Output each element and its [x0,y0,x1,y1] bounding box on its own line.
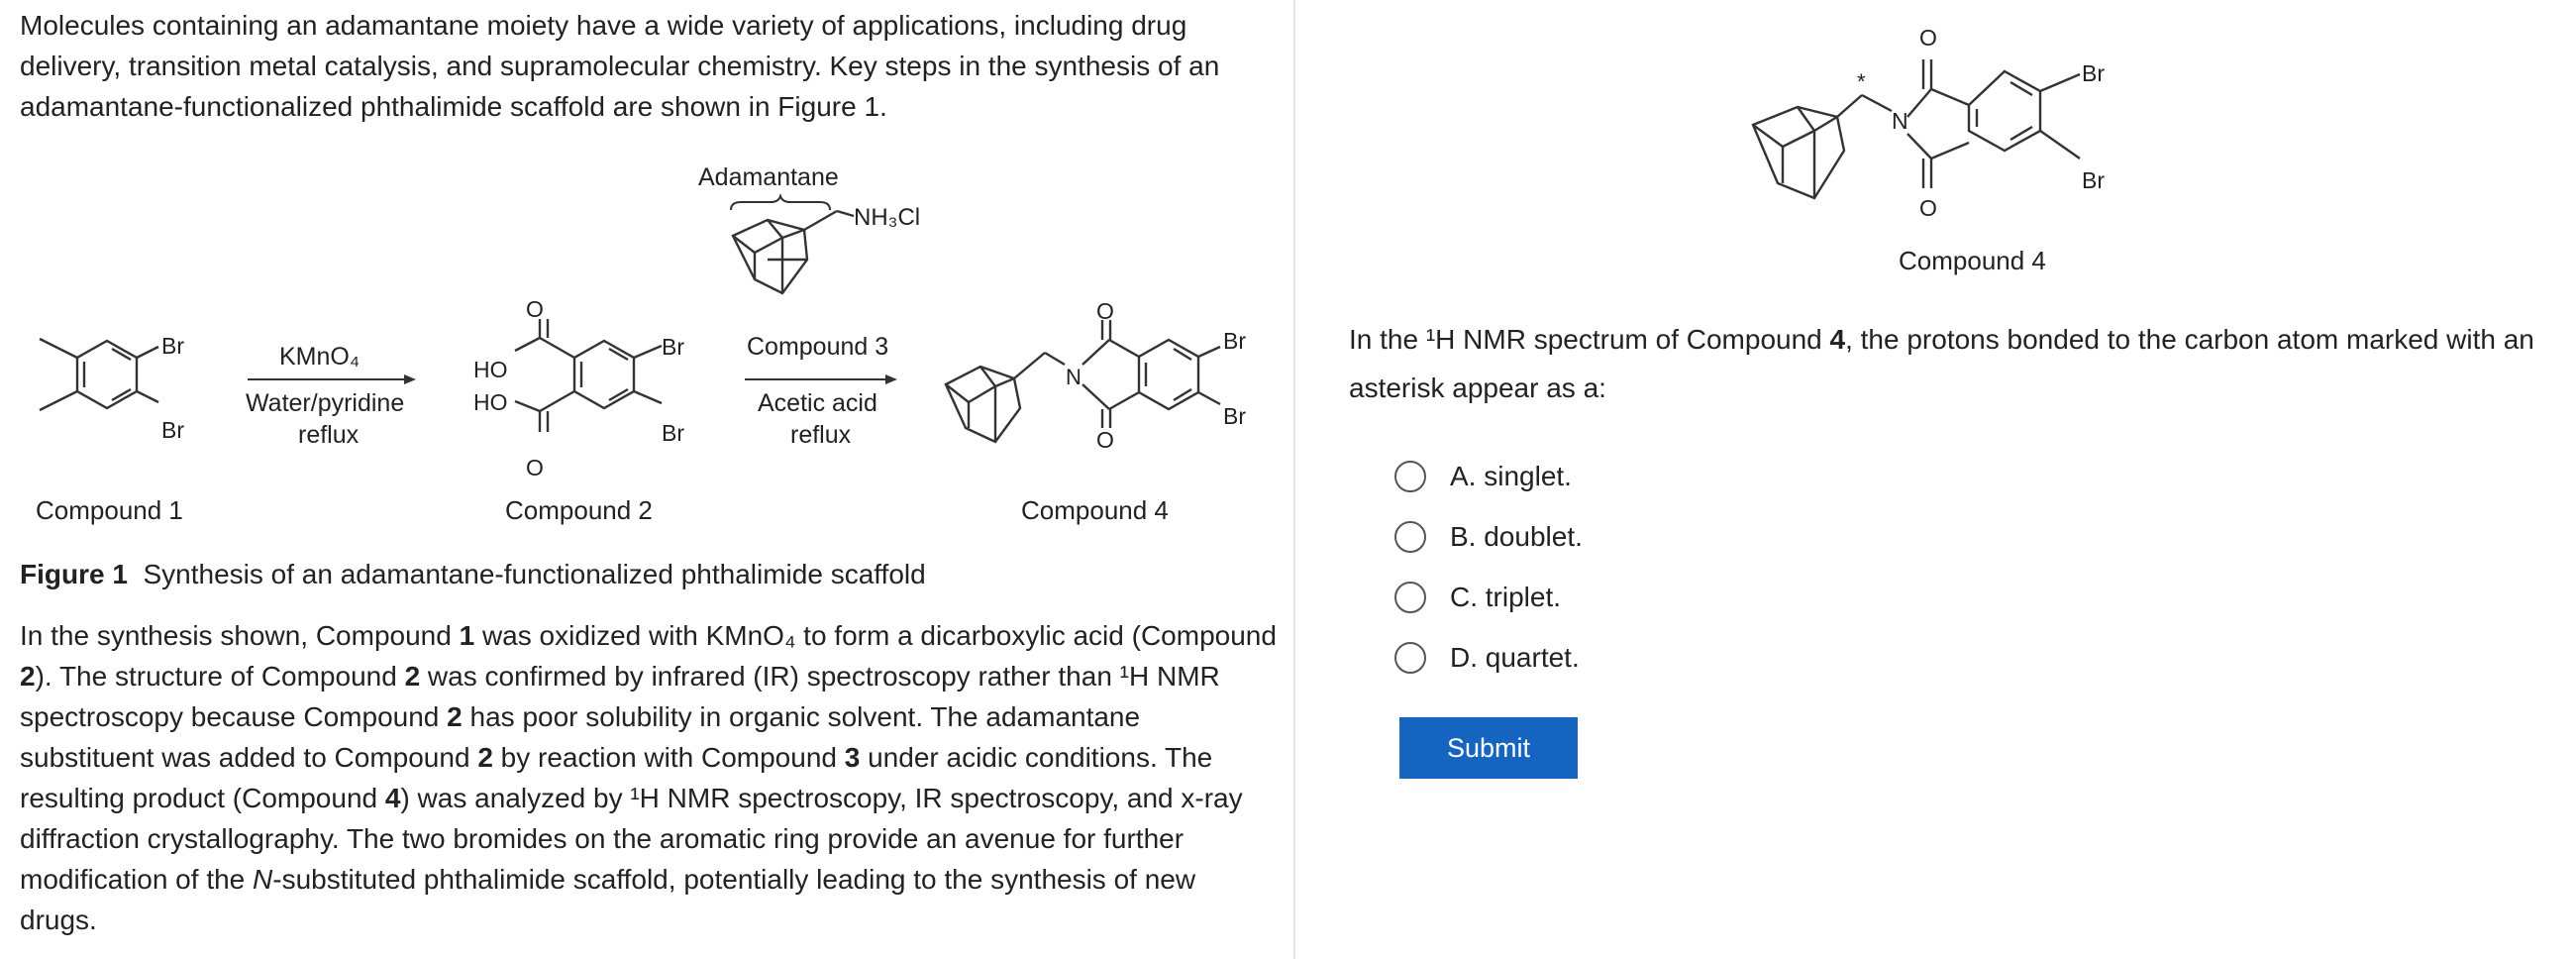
compound1-structure [40,339,158,410]
figure-caption [20,559,926,590]
question-panel [1297,0,2576,959]
compound4-structure [946,320,1220,442]
option-d-label: D. quartet. [1450,641,1580,673]
c4-o-bottom: O [1096,427,1114,453]
c3-nh3cl: NH₃Cl [854,204,921,231]
answer-options [1394,446,1583,688]
c4-large-br-bottom: Br [2082,167,2105,193]
submit-button[interactable]: Submit [1399,717,1578,779]
compound1-label: Compound 1 [36,495,183,525]
c4-large-br-top: Br [2082,60,2105,86]
option-b-radio[interactable] [1394,521,1426,553]
option-a[interactable] [1394,446,1583,506]
step2-conditions-1: Acetic acid [758,389,877,417]
adamantane-label: Adamantane [698,163,839,191]
compound2-structure [515,319,662,432]
c4-br-top: Br [1223,328,1246,354]
step1-conditions-2: reflux [298,421,360,449]
option-d[interactable] [1394,627,1583,688]
c2-br-bottom: Br [662,420,684,446]
intro-paragraph: Molecules containing an adamantane moiety have a wide variety of applications, including drug delivery, transition metal catalysis, and supramolecular chemistry. Key steps in the synthesis of an adamantane-functionalized phthalimide scaffold are shown in Figure 1. [20,10,1220,122]
figure-caption-text: Synthesis of an adamantane-functionalized phthalimide scaffold [143,559,926,589]
option-c-radio[interactable] [1394,582,1426,613]
c2-br-top: Br [662,334,684,360]
c2-ho-bottom: HO [473,389,508,415]
c2-o-top: O [526,296,544,322]
c1-br-top: Br [161,333,184,359]
option-a-radio[interactable] [1394,461,1426,492]
step2-conditions-2: reflux [790,421,852,449]
c4-large-n: N [1892,108,1908,134]
compound4-label: Compound 4 [1021,495,1169,525]
compound2-label: Compound 2 [505,495,653,525]
c4-large-o-bottom: O [1919,195,1937,221]
question-text: In the ¹H NMR spectrum of Compound 4, the protons bonded to the carbon atom marked with an asterisk appear as a: [1349,324,2534,403]
c1-br-bottom: Br [161,417,184,443]
step2-reagent: Compound 3 [747,333,889,361]
c2-o-bottom: O [526,455,544,480]
figure-label: Figure 1 [20,559,128,589]
option-b[interactable] [1394,506,1583,567]
c4-o-top: O [1096,298,1114,324]
c2-ho-top: HO [473,357,508,382]
compound3-adamantane [733,211,854,293]
c4-n: N [1066,365,1082,389]
option-a-label: A. singlet. [1450,460,1572,491]
option-d-radio[interactable] [1394,642,1426,674]
c4-large-asterisk: * [1857,69,1866,94]
adamantane-brace [731,196,830,210]
option-b-label: B. doublet. [1450,520,1583,552]
panel-divider [1293,0,1295,959]
option-c-label: C. triplet. [1450,581,1562,612]
question-compound-label: Compound 4 [1899,246,2046,275]
c4-br-bottom: Br [1223,403,1246,429]
body-paragraph: In the synthesis shown, Compound 1 was oxidized with KMnO₄ to form a dicarboxylic acid (Compound 2). The structure of Compound 2 was confirmed by infrared (IR) spectroscopy rather than ¹H NMR spectroscopy because Compound 2 has poor solubility in organic solvent. The adamantane substituent was added to Compound 2 by reaction with Compound 3 under acidic conditions. The resulting product (Compound 4) was analyzed by ¹H NMR spectroscopy, IR spectroscopy, and x-ray diffraction crystallography. The two bromides on the aromatic ring provide an avenue for further modification of the N-substituted phthalimide scaffold, potentially leading to the synthesis of new drugs. [20,620,1277,935]
option-c[interactable] [1394,567,1583,627]
c4-large-o-top: O [1919,25,1937,51]
step1-conditions-1: Water/pyridine [246,389,405,417]
step1-reagent: KMnO₄ [279,343,361,371]
reaction-scheme [0,0,1292,555]
